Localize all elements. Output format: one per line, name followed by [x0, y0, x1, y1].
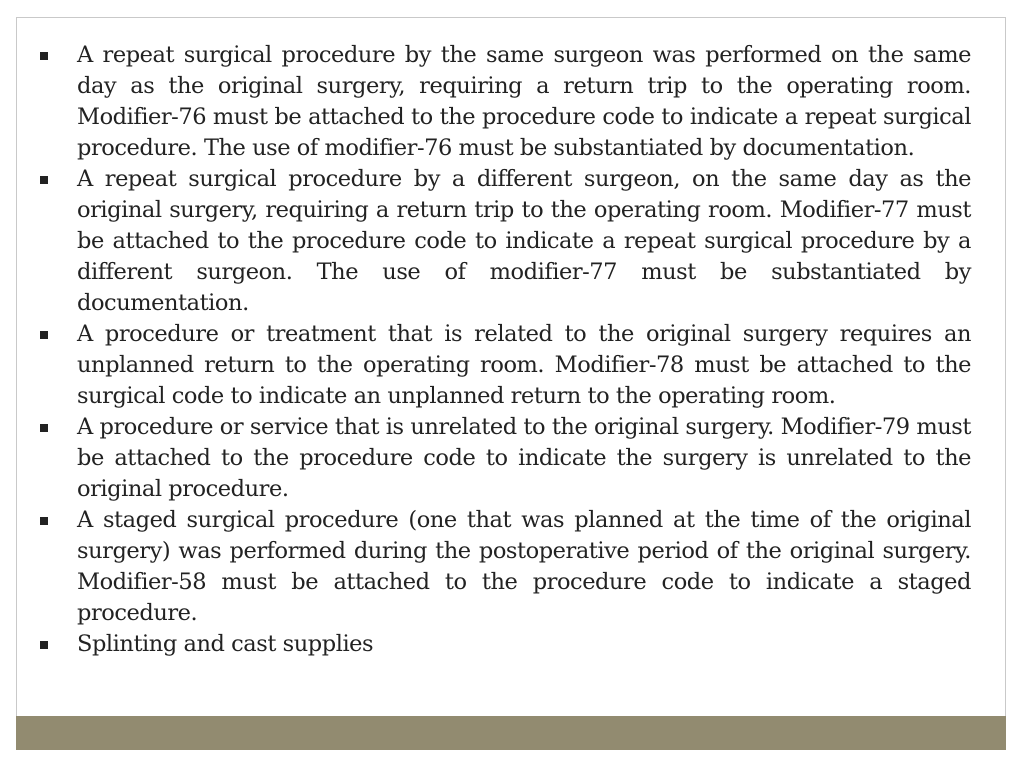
square-bullet-icon — [40, 641, 48, 649]
footer-bar — [16, 716, 1006, 750]
bullet-text: Splinting and cast supplies — [77, 631, 374, 657]
bullet-text: A staged surgical procedure (one that was planned at the time of the original surgery) was performed during the postoperative period of the original surgery. Modifier-58 must be attached to the procedure code to indicate a staged procedure. — [77, 507, 971, 626]
bullet-text: A procedure or service that is unrelated to the original surgery. Modifier-79 must be attached to the procedure code to indicate the surgery is unrelated to the original procedure. — [77, 414, 971, 502]
square-bullet-icon — [40, 52, 48, 60]
square-bullet-icon — [40, 331, 48, 339]
bullet-item — [40, 319, 971, 412]
square-bullet-icon — [40, 517, 48, 525]
bullet-item — [40, 40, 971, 164]
bullet-item — [40, 164, 971, 319]
bullet-text: A repeat surgical procedure by a different surgeon, on the same day as the original surgery, requiring a return trip to the operating room. Modifier-77 must be attached to the procedure code to indicate a repeat surgical procedure by a different surgeon. The use of modifier-77 must be substantiated by documentation. — [77, 166, 971, 316]
bullet-text: A procedure or treatment that is related to the original surgery requires an unplanned return to the operating room. Modifier-78 must be attached to the surgical code to indicate an unplanned return to the operating room. — [77, 321, 971, 409]
bullet-item — [40, 412, 971, 505]
bullet-list — [40, 40, 971, 660]
bullet-item — [40, 505, 971, 629]
square-bullet-icon — [40, 176, 48, 184]
square-bullet-icon — [40, 424, 48, 432]
bullet-item — [40, 629, 971, 660]
bullet-text: A repeat surgical procedure by the same surgeon was performed on the same day as the original surgery, requiring a return trip to the operating room. Modifier-76 must be attached to the procedure code to indicate a repeat surgical procedure. The use of modifier-76 must be substantiated by documentation. — [77, 42, 971, 161]
slide-content — [40, 40, 971, 660]
